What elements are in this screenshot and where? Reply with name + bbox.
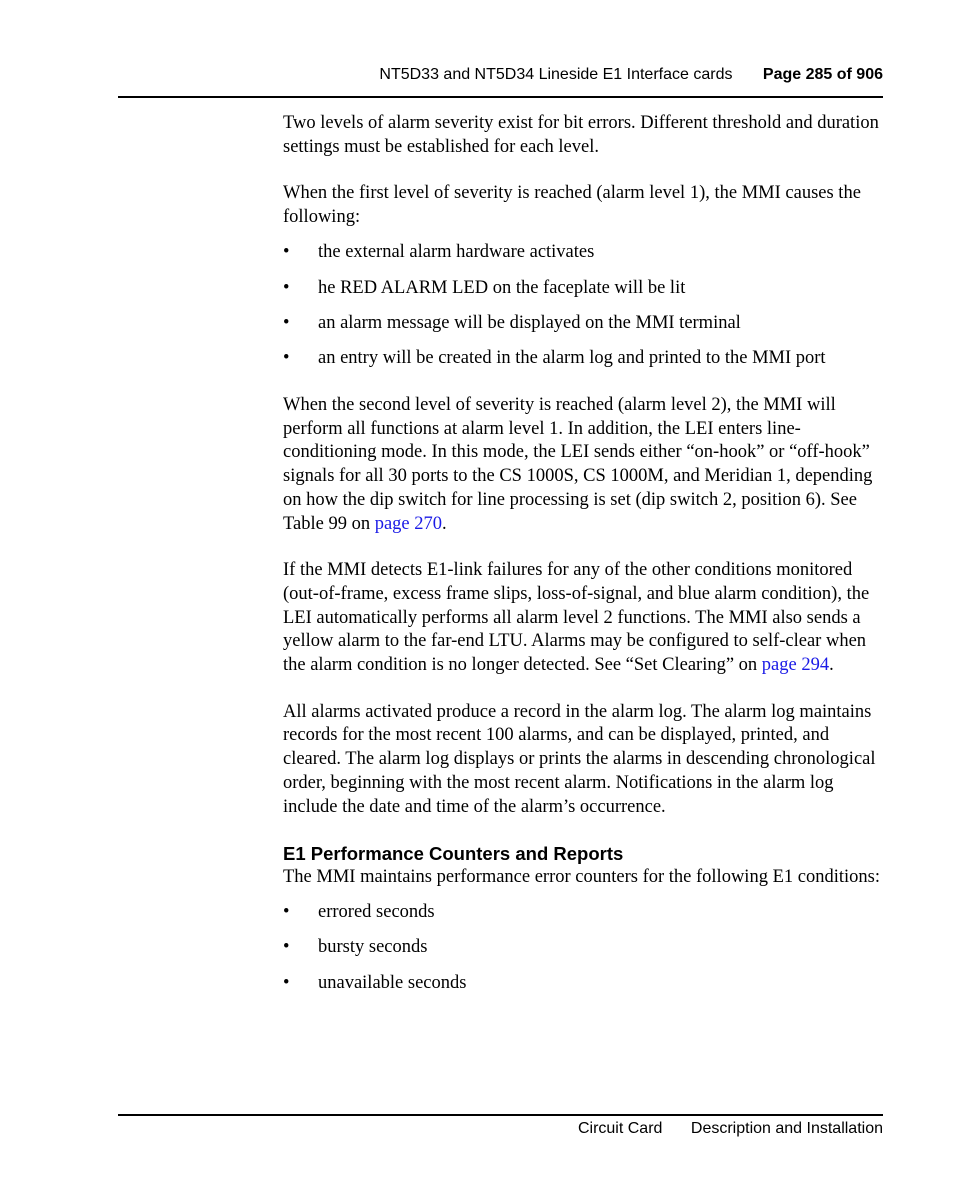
page-number: Page 285 of 906 bbox=[762, 66, 883, 83]
bullet-icon: • bbox=[283, 937, 290, 958]
list-item bbox=[283, 901, 883, 925]
page-294-link[interactable]: page 294 bbox=[761, 655, 830, 676]
footer-right-text: Description and Installation bbox=[690, 1120, 883, 1137]
list-item-text: errored seconds bbox=[318, 902, 435, 923]
paragraph: Two levels of alarm severity exist for bit errors. Different threshold and duration settings must be established for each level. bbox=[283, 113, 879, 157]
paragraph: When the first level of severity is reached (alarm level 1), the MMI causes the following: bbox=[283, 183, 861, 228]
paragraph: The MMI maintains performance error counters for the following E1 conditions: bbox=[283, 866, 880, 887]
paragraph-text: If the MMI detects E1-link failures for any of the other conditions monitored (out-of-frame, excess frame slips, loss-of-signal, and blue alarm condition), the LEI automatically performs all alarm level 2 functions. The MMI also sends a yellow alarm to the far-end LTU. Alarms may be configured to self-clear when the alarm condition is no longer detected. See “Set Clearing” on bbox=[283, 560, 870, 676]
paragraph-text: When the second level of severity is reached (alarm level 2), the MMI will perform all functions at alarm level 1. In addition, the LEI enters line-conditioning mode. In this mode, the LEI sends either “on-hook” or “off-hook” signals for all 30 ports to the CS 1000S, CS 1000M, and Meridian 1, depending on how the dip switch for line processing is set (dip switch 2, position 6). See Table 99 on bbox=[283, 395, 873, 534]
list-item bbox=[283, 347, 883, 371]
page-header bbox=[118, 62, 883, 98]
list-item-text: an alarm message will be displayed on the MMI terminal bbox=[318, 313, 741, 333]
page-footer bbox=[118, 1114, 883, 1137]
section-heading: E1 Performance Counters and Reports bbox=[283, 843, 624, 865]
bullet-icon: • bbox=[283, 972, 290, 993]
bullet-icon: • bbox=[283, 902, 290, 923]
list-item bbox=[283, 972, 883, 996]
list-item bbox=[283, 241, 883, 265]
list-item-text: an entry will be created in the alarm log and printed to the MMI port bbox=[318, 348, 826, 369]
paragraph bbox=[283, 394, 883, 536]
bullet-list-performance-counters bbox=[283, 901, 883, 995]
paragraph: All alarms activated produce a record in the alarm log. The alarm log maintains records for the most recent 100 alarms, and can be displayed, printed, and cleared. The alarm log displays or prints the alarms in descending chronological order, beginning with the most recent alarm. Notifications in the alarm log include the date and time of the alarm’s occurrence. bbox=[283, 701, 876, 817]
bullet-icon: • bbox=[283, 277, 290, 298]
list-item bbox=[283, 277, 883, 301]
bullet-icon: • bbox=[283, 348, 290, 369]
list-item bbox=[283, 312, 883, 336]
list-item-text: unavailable seconds bbox=[318, 972, 467, 993]
list-item-text: the external alarm hardware activates bbox=[318, 242, 595, 263]
list-item-text: he RED ALARM LED on the faceplate will be lit bbox=[318, 277, 686, 298]
bullet-icon: • bbox=[283, 242, 290, 263]
document-body bbox=[283, 112, 883, 1018]
bullet-list-alarm-level-1 bbox=[283, 241, 883, 371]
list-item-text: bursty seconds bbox=[318, 937, 428, 958]
header-title: NT5D33 and NT5D34 Lineside E1 Interface cards bbox=[379, 66, 733, 83]
bullet-icon: • bbox=[283, 313, 290, 333]
footer-left-text: Circuit Card bbox=[577, 1120, 663, 1137]
paragraph bbox=[283, 559, 883, 678]
list-item bbox=[283, 936, 883, 960]
paragraph-end: . bbox=[829, 655, 834, 676]
paragraph-end: . bbox=[442, 513, 447, 534]
page-270-link[interactable]: page 270 bbox=[374, 513, 443, 534]
